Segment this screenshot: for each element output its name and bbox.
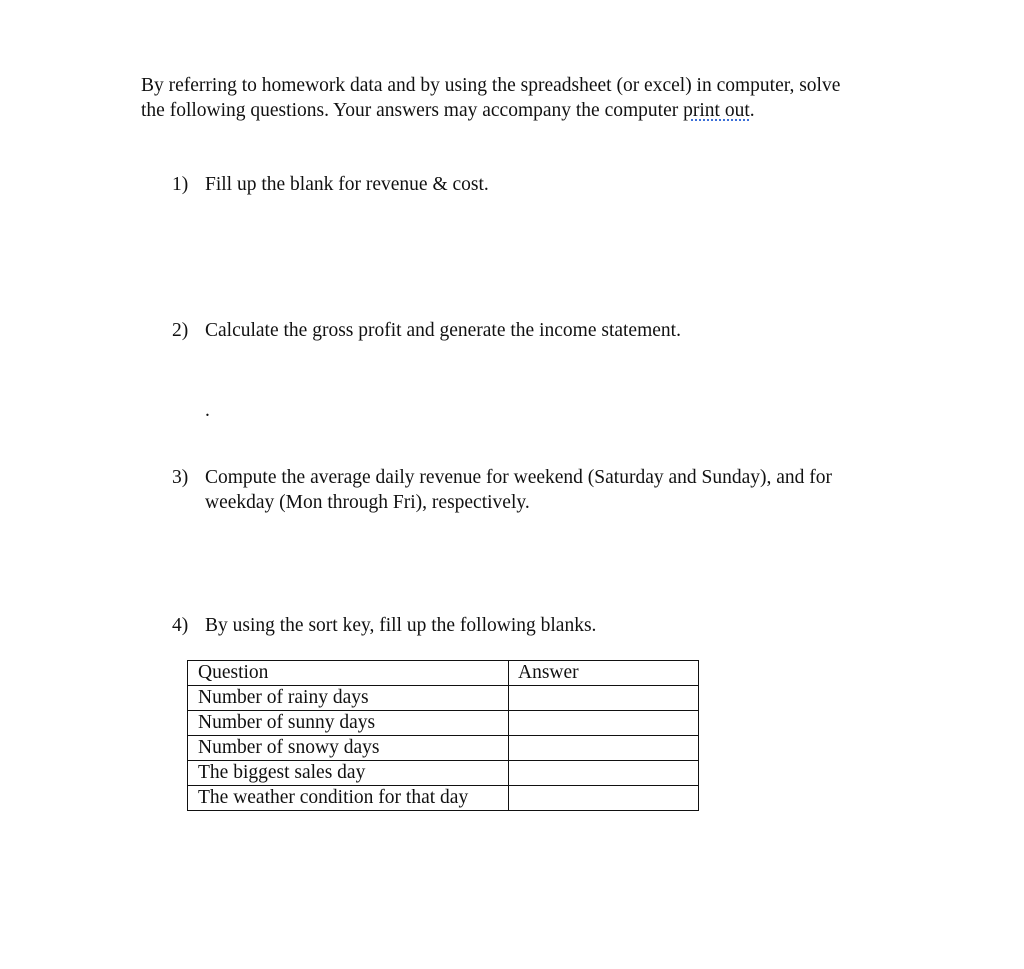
table-row xyxy=(188,761,699,786)
question-4-number: 4) xyxy=(172,615,189,636)
table-row xyxy=(188,736,699,761)
question-cell: The weather condition for that day xyxy=(188,786,509,811)
answer-cell[interactable] xyxy=(509,786,699,811)
instructions-line-1: By referring to homework data and by using the spreadsheet (or excel) in computer, solve xyxy=(141,75,841,96)
header-answer: Answer xyxy=(509,661,699,686)
answer-cell[interactable] xyxy=(509,736,699,761)
answer-cell[interactable] xyxy=(509,761,699,786)
question-3 xyxy=(172,465,832,515)
question-1-number: 1) xyxy=(172,174,189,195)
table-row xyxy=(188,786,699,811)
question-1-text: Fill up the blank for revenue & cost. xyxy=(205,174,489,195)
instructions-paragraph xyxy=(141,73,941,123)
question-cell: Number of rainy days xyxy=(188,686,509,711)
spellcheck-flagged-word: print out xyxy=(683,100,750,121)
question-cell: Number of snowy days xyxy=(188,736,509,761)
question-cell: Number of sunny days xyxy=(188,711,509,736)
answer-cell[interactable] xyxy=(509,686,699,711)
question-4 xyxy=(172,613,596,638)
stray-dot: . xyxy=(205,400,210,421)
question-3-text-line-2: weekday (Mon through Fri), respectively. xyxy=(205,492,530,513)
answer-table xyxy=(187,660,699,811)
question-2 xyxy=(172,318,681,343)
question-3-number: 3) xyxy=(172,467,189,488)
header-question: Question xyxy=(188,661,509,686)
instructions-line-2 xyxy=(141,98,941,123)
table-row xyxy=(188,686,699,711)
question-2-number: 2) xyxy=(172,320,189,341)
question-4-text: By using the sort key, fill up the following blanks. xyxy=(205,615,597,636)
question-1 xyxy=(172,172,489,197)
table-header-row xyxy=(188,661,699,686)
answer-cell[interactable] xyxy=(509,711,699,736)
instructions-line-2-period: . xyxy=(749,100,755,121)
question-3-text-line-1: Compute the average daily revenue for weekend (Saturday and Sunday), and for xyxy=(205,467,833,488)
question-2-text: Calculate the gross profit and generate the income statement. xyxy=(205,320,681,341)
instructions-line-2-text: the following questions. Your answers may accompany the computer xyxy=(141,100,684,121)
table-row xyxy=(188,711,699,736)
question-cell: The biggest sales day xyxy=(188,761,509,786)
